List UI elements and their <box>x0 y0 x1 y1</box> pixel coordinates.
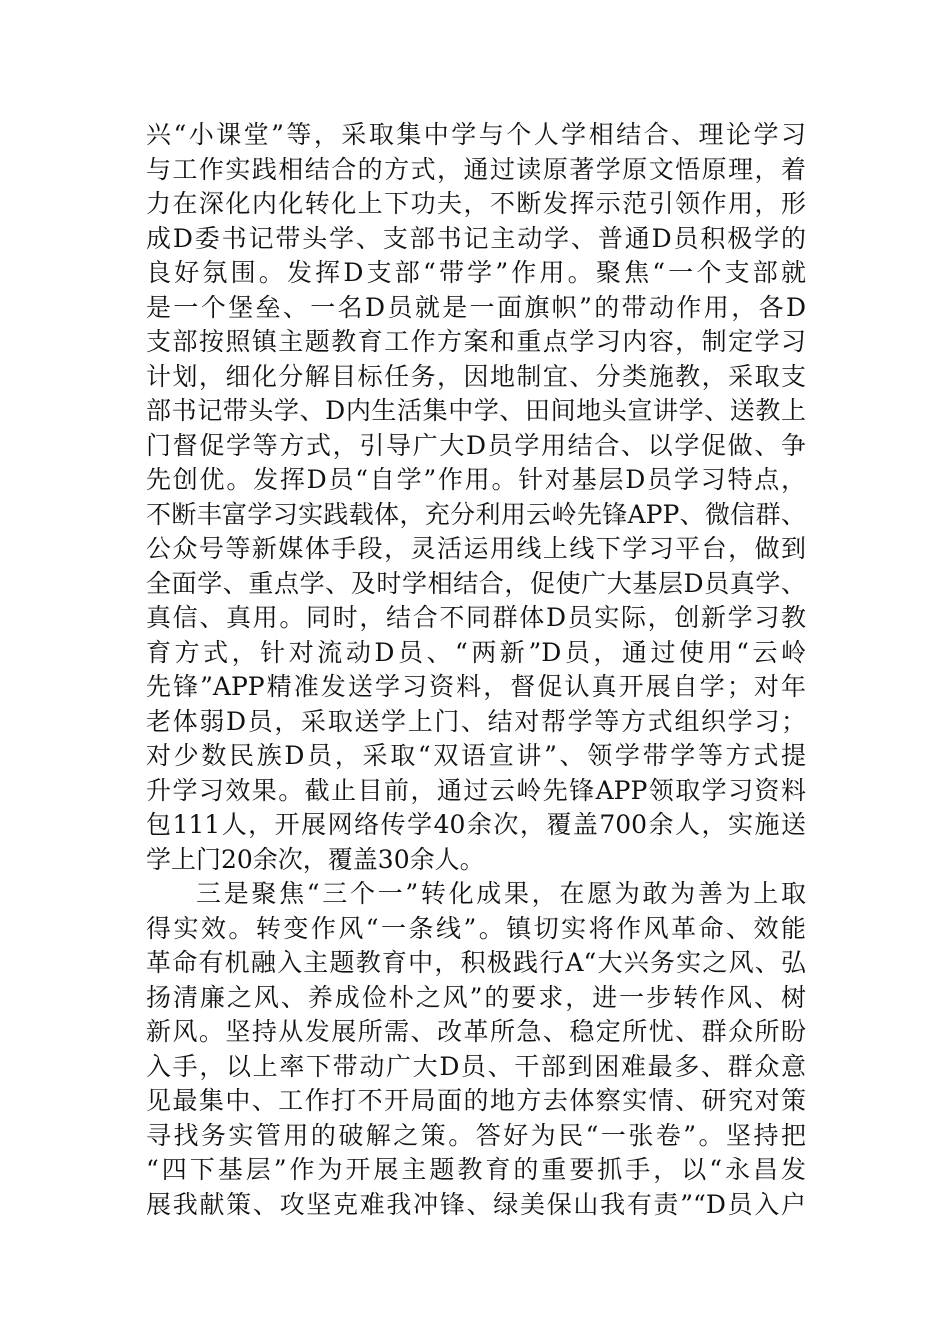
text-line: 学上门20余次，覆盖30余人。 <box>146 844 485 874</box>
text-line: “四下基层”作为开展主题教育的重要抓手，以“永昌发 <box>146 1155 806 1184</box>
text-line: 寻找务实管用的破解之策。答好为民“一张卷”。坚持把 <box>146 1120 806 1150</box>
text-line: 对少数民族D员，采取“双语宣讲”、领学带学等方式提 <box>146 741 806 770</box>
text-line: 入手，以上率下带动广大D员、干部到困难最多、群众意 <box>146 1051 806 1081</box>
text-line: 先创优。发挥D员“自学”作用。针对基层D员学习特点， <box>146 465 806 494</box>
text-line: 扬清廉之风、养成俭朴之风”的要求，进一步转作风、树 <box>146 982 806 1012</box>
text-line: 育方式，针对流动D员、“两新”D员，通过使用“云岭 <box>146 637 806 667</box>
text-line: 兴“小课堂”等，采取集中学与个人学相结合、理论学习 <box>146 120 806 149</box>
text-line: 力在深化内化转化上下功夫，不断发挥示范引领作用，形 <box>146 189 806 218</box>
text-line: 先锋”APP精准发送学习资料，督促认真开展自学；对年 <box>146 672 806 701</box>
text-line: 展我献策、攻坚克难我冲锋、绿美保山我有责”“D员入户 <box>146 1189 806 1219</box>
text-line: 老体弱D员，采取送学上门、结对帮学等方式组织学习； <box>146 706 806 736</box>
text-line: 门督促学等方式，引导广大D员学用结合、以学促做、争 <box>146 430 806 460</box>
text-line: 部书记带头学、D内生活集中学、田间地头宣讲学、送教上 <box>146 396 806 425</box>
text-line: 革命有机融入主题教育中，积极践行A“大兴务实之风、弘 <box>146 948 806 977</box>
text-line: 全面学、重点学、及时学相结合，促使广大基层D员真学、 <box>146 568 806 598</box>
text-line: 新风。坚持从发展所需、改革所急、稳定所忧、群众所盼 <box>146 1017 806 1046</box>
text-line: 成D委书记带头学、支部书记主动学、普通D员积极学的 <box>146 223 806 253</box>
text-line: 与工作实践相结合的方式，通过读原著学原文悟原理，着 <box>146 154 806 184</box>
text-line: 包111人，开展网络传学40余次，覆盖700余人，实施送 <box>146 810 806 839</box>
text-line: 真信、真用。同时，结合不同群体D员实际，创新学习教 <box>146 603 806 632</box>
paragraph-first-line: 三是聚焦“三个一”转化成果，在愿为敢为善为上取 <box>196 879 806 908</box>
text-line: 升学习效果。截止目前，通过云岭先锋APP领取学习资料 <box>146 775 806 805</box>
text-line: 不断丰富学习实践载体，充分利用云岭先锋APP、微信群、 <box>146 499 806 529</box>
text-line: 计划，细化分解目标任务，因地制宜、分类施教，采取支 <box>146 361 806 391</box>
text-line: 支部按照镇主题教育工作方案和重点学习内容，制定学习 <box>146 327 806 356</box>
text-line: 良好氛围。发挥D支部“带学”作用。聚焦“一个支部就 <box>146 258 806 287</box>
body-text <box>146 118 806 1222</box>
text-line: 是一个堡垒、一名D员就是一面旗帜”的带动作用，各D <box>146 292 806 322</box>
text-line: 见最集中、工作打不开局面的地方去体察实情、研究对策 <box>146 1086 806 1115</box>
text-line: 得实效。转变作风“一条线”。镇切实将作风革命、效能 <box>146 913 806 943</box>
text-line: 公众号等新媒体手段，灵活运用线上线下学习平台，做到 <box>146 534 806 563</box>
